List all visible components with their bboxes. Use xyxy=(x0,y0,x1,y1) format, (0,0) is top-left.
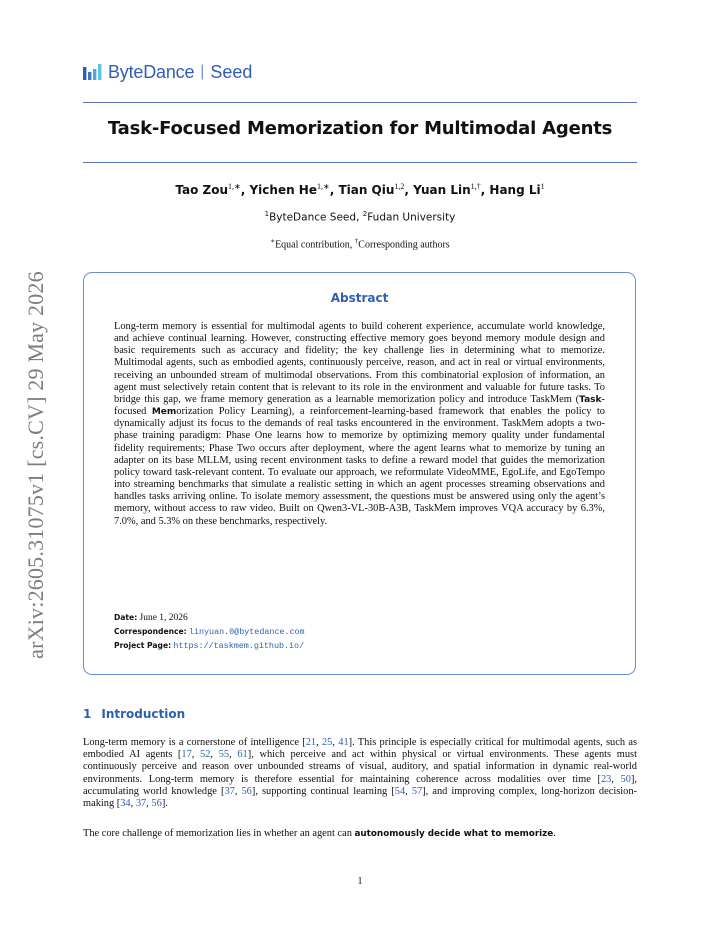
intro-bold-phrase: autonomously decide what to memorize xyxy=(354,829,554,839)
author-name: Tian Qiu xyxy=(338,183,395,197)
citation-link[interactable]: 21 xyxy=(305,737,317,748)
correspondence-email-link[interactable]: linyuan.0@bytedance.com xyxy=(188,627,305,637)
author-marks: 1,∗ xyxy=(228,182,241,191)
affiliation-name: Fudan University xyxy=(367,211,456,224)
citation-link[interactable]: 57 xyxy=(411,785,423,797)
citation-link[interactable]: 37 xyxy=(224,785,235,797)
top-rule xyxy=(83,102,637,103)
corresponding-text: Corresponding authors xyxy=(358,239,450,251)
section-title: Introduction xyxy=(101,707,186,721)
page-number: 1 xyxy=(357,876,363,887)
contribution-note: ∗Equal contribution, †Corresponding authors xyxy=(270,237,450,251)
intro-text: ]. xyxy=(161,798,168,810)
affiliation-mark: 1 xyxy=(264,210,270,218)
abstract-box xyxy=(83,272,636,675)
citation-link[interactable]: 41 xyxy=(338,737,349,748)
author-name: Yuan Lin xyxy=(413,183,471,197)
author-name: Hang Li xyxy=(489,183,541,197)
intro-text: ]. This principle is especially critical for multimodal agents, such as embodied AI agents [ xyxy=(83,737,637,761)
brand-separator: | xyxy=(200,63,205,80)
intro-text: . xyxy=(553,828,556,839)
abstract-text-part: Long-term memory is essential for multimodal agents to build coherent experience, accumulate world knowledge, and achieve continual learning. However, constructing effective memory goes beyond memory module design and basic requirements such as accuracy and fidelity; the key challenge lies in determining what to memorize. Multimodal agents, such as embodied agents, continuously perceive, reason, and act in real or virtual environments, receiving an unbounded stream of multimodal observations. From this combinatorial explosion of information, an agent must selectively retain content that is relevant to its role in the environment and valuable for future tasks. To bridge this gap, we frame memory generation as a learnable memorization policy and introduce TaskMem ( xyxy=(114,321,605,405)
citation-link[interactable]: 56 xyxy=(241,785,252,797)
abstract-text xyxy=(114,321,605,528)
author-marks: 1,∗ xyxy=(316,182,330,191)
citation-link[interactable]: 55 xyxy=(218,749,230,761)
citation-link[interactable]: 50 xyxy=(620,773,631,785)
affiliation-mark: 2 xyxy=(362,210,368,218)
intro-text: Long-term memory is a cornerstone of intelligence [ xyxy=(83,737,306,748)
citation-link[interactable]: 23 xyxy=(600,773,612,785)
abstract-bold-mem: Mem xyxy=(151,407,177,418)
project-page-label: Project Page: xyxy=(114,641,172,650)
paper-title: Task-Focused Memorization for Multimodal Agents xyxy=(107,118,613,139)
affiliations: $^1$ByteDance Seed, $^2$Fudan University xyxy=(264,210,456,224)
date-line xyxy=(114,611,305,625)
date-label: Date: xyxy=(114,613,138,622)
project-page-line xyxy=(114,639,305,653)
correspondence-line xyxy=(114,625,305,639)
introduction-paragraph-1: Long-term memory is a cornerstone of intelligence [21, 25, 41]. This principle is especially critical for multimodal agents, such as embodied AI agents [17, 52, 55, 61], which perceive and act within physical or virtual environments. These agents must continuously perceive and reason over unbounded streams of visual, auditory, and spatial information in dynamic real-world environments. Long-term memory is therefore essential for maintaining coherence across modalities over time [23, 50], accumulating world knowledge [37, 56], supporting continual learning [54, 57], and improving complex, long-horizon decision-making [34, 37, 56]. xyxy=(83,737,637,810)
abstract-heading: Abstract xyxy=(330,291,389,305)
author-name: Tao Zou xyxy=(175,183,229,197)
abstract-text-part: orization Policy Learning), a reinforcement-learning-based framework that enables the policy to dynamically adjust its focus to the demands of real tasks encountered in the environment. TaskMem adopts a two-phase training paradigm: Phase One learns how to memorize by optimizing memory quality under fundamental fidelity requirements; Phase Two occurs after deployment, where the agent learns what to memorize by tuning an adapter on its base MLLM, using recent environment tasks to define a reward model that guides the memorization policy toward task-relevant content. To evaluate our approach, we reformulate VideoMME, EgoLife, and EgoTempo into streaming benchmarks that simulate a realistic setting in which an agent processes streaming observations and handles tasks arriving online. To isolate memory assessment, the questions must be answered using only the agent’s memory, without access to raw video. Built on Qwen3-VL-30B-A3B, TaskMem improves VQA accuracy by 6.3%, 7.0%, and 5.3% on these benchmarks, respectively. xyxy=(114,406,605,527)
equal-mark: ∗ xyxy=(270,237,276,245)
arxiv-stamp: arXiv:2605.31075v1 [cs.CV] 29 May 2026 xyxy=(23,271,48,659)
citation-link[interactable]: 54 xyxy=(394,785,406,797)
citation-link[interactable]: 37 xyxy=(135,798,147,810)
abstract-text-part: -focused xyxy=(114,393,605,418)
intro-text: ], supporting continual learning [ xyxy=(251,785,395,797)
brand-name: ByteDance xyxy=(108,61,195,82)
intro-text: ], accumulating world knowledge [ xyxy=(83,773,637,797)
citation-link[interactable]: 56 xyxy=(151,798,162,810)
introduction-paragraph-2 xyxy=(83,828,637,840)
intro-text: ], and improving complex, long-horizon decision-making [ xyxy=(83,785,637,810)
citation-link[interactable]: 61 xyxy=(237,749,248,761)
corresponding-mark: † xyxy=(354,237,359,245)
citation-link[interactable]: 52 xyxy=(200,749,211,761)
intro-text: ], which perceive and act within physical or virtual environments. These agents must continuously perceive and reason over unbounded streams of visual, auditory, and spatial information in dynamic real-world environments. Long-term memory is therefore essential for maintaining coherence across modalities over time [ xyxy=(83,749,637,785)
author-marks: 1 xyxy=(540,182,545,191)
bytedance-seed-logo xyxy=(83,61,252,83)
affiliation-name: ByteDance Seed xyxy=(269,211,357,224)
section-heading-introduction xyxy=(83,707,185,721)
section-number: 1 xyxy=(83,707,92,721)
author-marks: 1,† xyxy=(470,182,481,191)
abstract-bold-task: Task xyxy=(579,394,602,405)
author-marks: 1,2 xyxy=(394,182,405,191)
sub-brand-name: Seed xyxy=(210,61,253,82)
title-rule xyxy=(83,162,637,163)
bytedance-logo-icon xyxy=(83,64,103,80)
author-list: Tao Zou$^{1,∗}$, Yichen $He^{1,∗}$, Tian Qiu$^{1,2}$, Yuan Lin$^{1,\dagger}$, Hang Li$^1$ xyxy=(175,182,545,197)
date-value: June 1, 2026 xyxy=(139,613,188,623)
intro-text: The core challenge of memorization lies in whether an agent can xyxy=(83,828,355,839)
correspondence-label: Correspondence: xyxy=(114,627,187,636)
citation-link[interactable]: 17 xyxy=(181,749,192,761)
author-name: Yichen He xyxy=(249,183,317,197)
equal-text: Equal contribution xyxy=(275,239,350,251)
paper-metadata xyxy=(114,611,305,653)
citation-link[interactable]: 34 xyxy=(120,798,131,810)
citation-link[interactable]: 25 xyxy=(321,737,333,748)
project-page-link[interactable]: https://taskmem.github.io/ xyxy=(173,641,305,651)
